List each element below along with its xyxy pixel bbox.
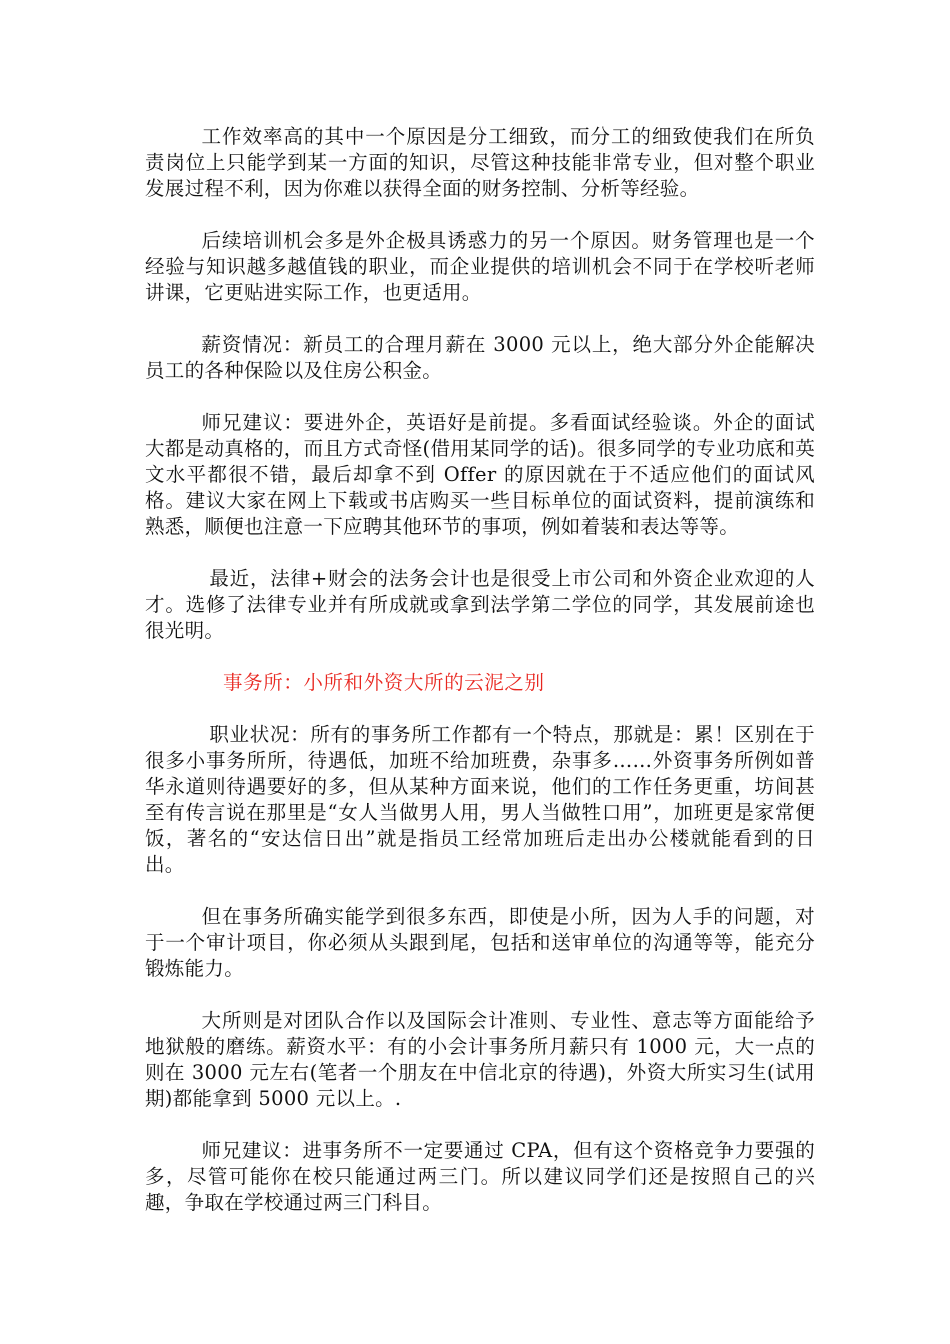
paragraph-division-of-labor: 工作效率高的其中一个原因是分工细致，而分工的细致使我们在所负责岗位上只能学到某一方面的知识，尽管这种技能非常专业，但对整个职业发展过程不利，因为你难以获得全面的财务控制、分析等经验。 <box>145 125 815 200</box>
paragraph-learning-at-firms: 但在事务所确实能学到很多东西，即使是小所，因为人手的问题，对于一个审计项目，你必须从头跟到尾，包括和送审单位的沟通等等，能充分锻炼能力。 <box>145 905 815 980</box>
paragraph-senior-advice-cpa: 师兄建议：进事务所不一定要通过 CPA，但有这个资格竞争力要强的多，尽管可能你在校只能通过两三门。所以建议同学们还是按照自己的兴趣，争取在学校通过两三门科目。 <box>145 1139 815 1214</box>
paragraph-forensic-accounting: 最近，法律+财会的法务会计也是很受上市公司和外资企业欢迎的人才。选修了法律专业并有所成就或拿到法学第二学位的同学，其发展前途也很光明。 <box>145 567 815 642</box>
paragraph-salary-situation: 薪资情况：新员工的合理月薪在 3000 元以上，绝大部分外企能解决员工的各种保险以及住房公积金。 <box>145 333 815 382</box>
section-heading-accounting-firms: 事务所：小所和外资大所的云泥之别 <box>223 671 545 694</box>
paragraph-senior-advice-foreign-firms: 师兄建议：要进外企，英语好是前提。多看面试经验谈。外企的面试大都是动真格的，而且方式奇怪(借用某同学的话)。很多同学的专业功底和英文水平都很不错，最后却拿不到 Offer 的原因就在于不适应他们的面试风格。建议大家在网上下载或书店购买一些目标单位的面试资料，提前演练和熟悉，顺便也注意一下应聘其他环节的事项，例如着装和表达等等。 <box>145 411 815 538</box>
paragraph-training-opportunities: 后续培训机会多是外企极具诱惑力的另一个原因。财务管理也是一个经验与知识越多越值钱的职业，而企业提供的培训机会不同于在学校听老师讲课，它更贴进实际工作，也更适用。 <box>145 229 815 304</box>
paragraph-big-firms-salary: 大所则是对团队合作以及国际会计准则、专业性、意志等方面能给予地狱般的磨练。薪资水平：有的小会计事务所月薪只有 1000 元，大一点的则在 3000 元左右(笔者一个朋友在中信北京的待遇)，外资大所实习生(试用期)都能拿到 5000 元以上。. <box>145 1009 815 1110</box>
paragraph-career-status: 职业状况：所有的事务所工作都有一个特点，那就是：累！区别在于很多小事务所所，待遇低，加班不给加班费，杂事多……外资事务所例如普华永道则待遇要好的多，但从某种方面来说，他们的工作任务更重，坊间甚至有传言说在那里是“女人当做男人用，男人当做牲口用”，加班更是家常便饭，著名的“安达信日出”就是指员工经常加班后走出办公楼就能看到的日出。 <box>145 723 815 876</box>
document-body <box>145 124 815 1242</box>
